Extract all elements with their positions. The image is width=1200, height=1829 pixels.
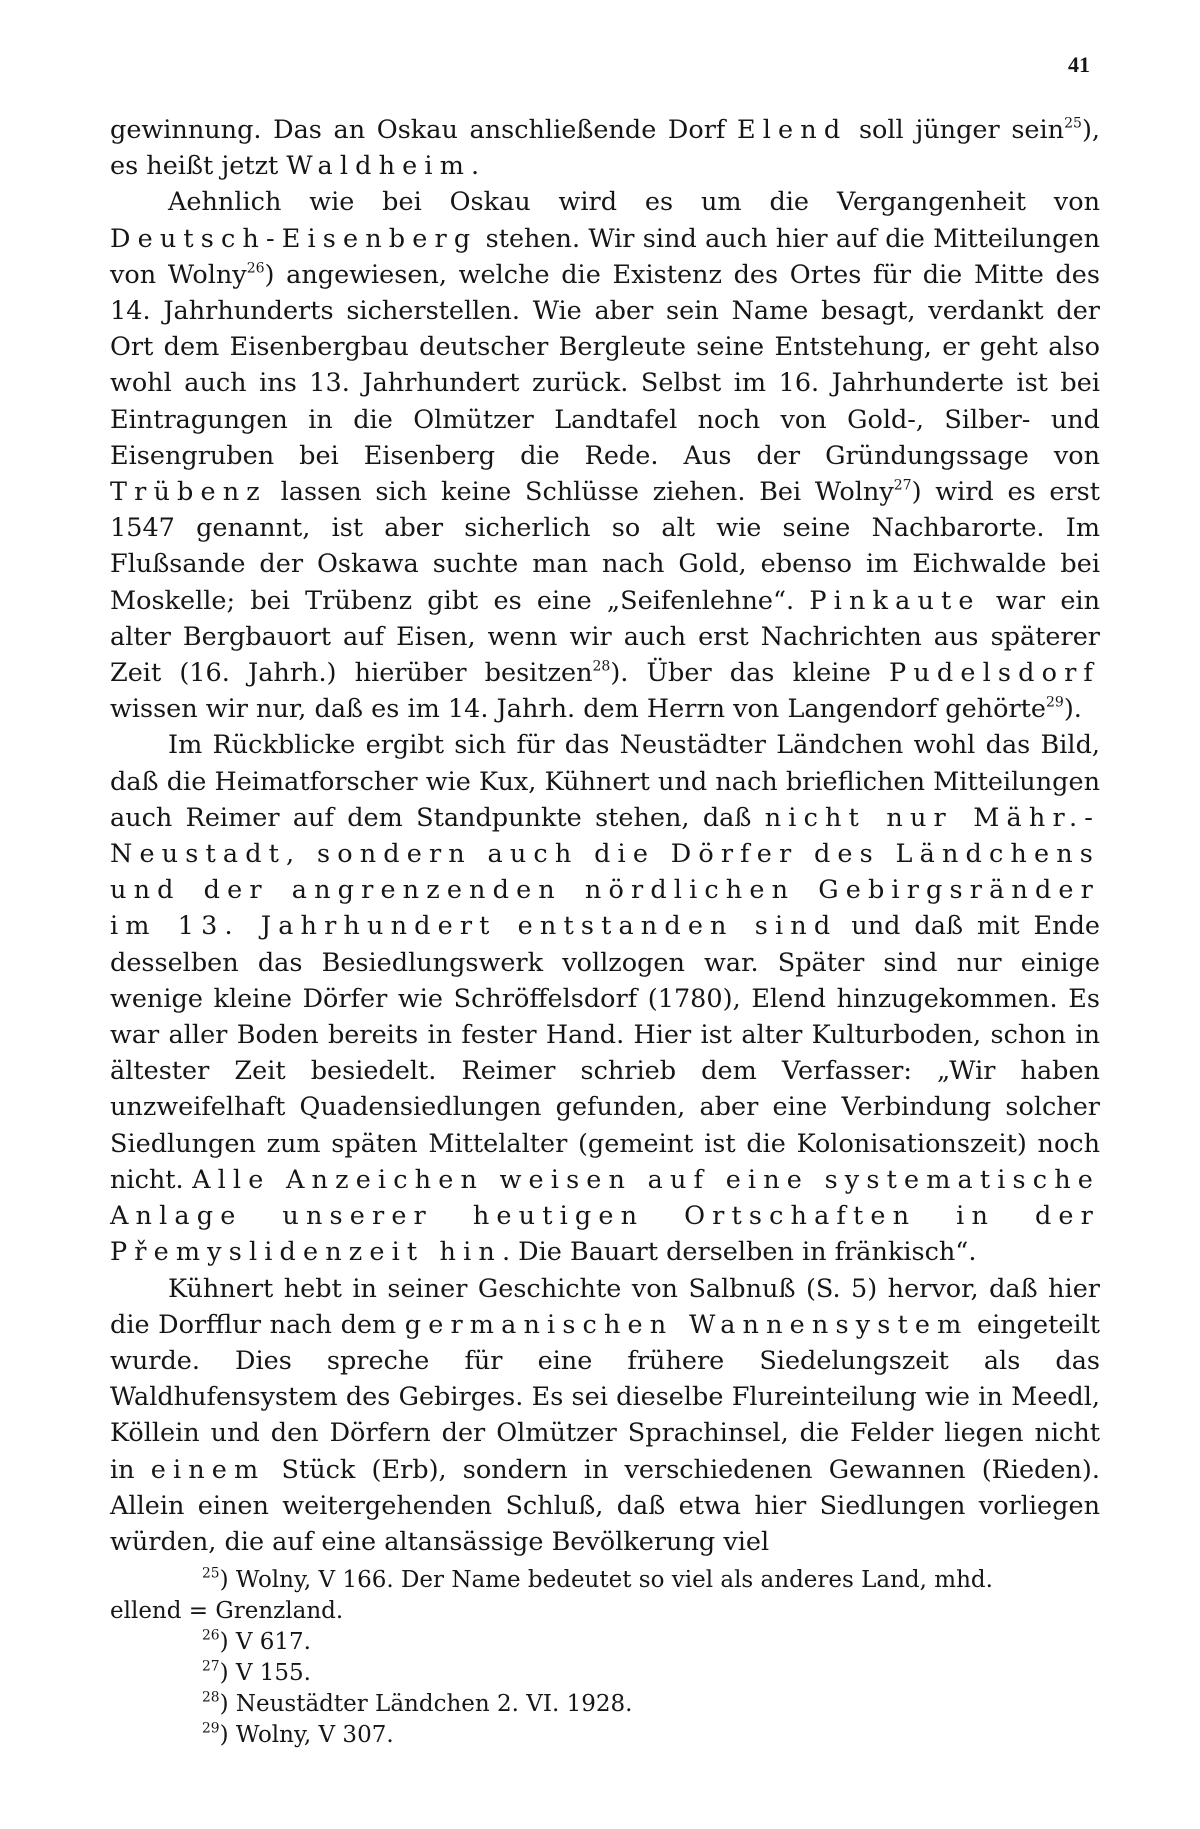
footnote <box>110 1565 1100 1596</box>
footnote-text: Neustädter Ländchen 2. VI. 1928. <box>235 1691 633 1717</box>
text-run: . <box>471 151 480 182</box>
emphasized-spaced-text: Pinkaute <box>809 585 981 616</box>
text-run: ). <box>1063 694 1082 725</box>
paragraph <box>110 184 1100 727</box>
footnote-text: Wolny, V 307. <box>235 1722 394 1748</box>
text-run: eingeteilt wurde. Dies spreche für eine frühere Siedelungszeit als das Waldhufensystem des Gebirges. Es sei dieselbe Flureinteilung wie in Meedl, Köllein und den Dörfern der Olmützer Sprachinsel, die Felder liegen nicht in <box>110 1309 1100 1485</box>
text-run: ) wird es erst 1547 genannt, ist aber sicherlich so alt wie seine Nachbarorte. Im Flußsande der Oskawa suchte man nach Gold, ebenso im Eichwalde bei Moskelle; bei Trübenz gibt es eine „Seifenlehne“. <box>110 477 1101 616</box>
footnote-paren: ) <box>219 1629 236 1655</box>
emphasized-spaced-text: germanischen Wannensystem <box>404 1309 969 1340</box>
footnote-paren: ) <box>219 1691 236 1717</box>
emphasized-spaced-text: Alle Anzeichen weisen auf eine systematische Anlage unserer heutigen Ortschaften in der Přemyslidenzeit hin <box>110 1164 1100 1268</box>
footnote-paren: ) <box>219 1722 236 1748</box>
footnote-reference: 29 <box>1045 694 1064 711</box>
paragraph <box>110 1271 1100 1561</box>
footnote <box>110 1658 1100 1689</box>
text-run: gewinnung. Das an Oskau anschließende Dorf <box>110 115 737 145</box>
footnote-mark: 26 <box>202 1627 220 1644</box>
emphasized-spaced-text: einem <box>150 1454 266 1485</box>
emphasized-spaced-text: Trübenz <box>110 477 267 508</box>
footnote-text: V 617. <box>235 1629 311 1655</box>
page-number: 41 <box>1068 52 1090 77</box>
footnote-mark: 28 <box>202 1689 220 1706</box>
text-run: war ein alter Bergbauort auf Eisen, wenn wir auch erst Nachrichten aus späterer Zeit (16. Jahrh.) hierüber besitzen <box>110 585 1100 689</box>
emphasized-spaced-text: Elend <box>737 115 848 145</box>
text-run: Stück (Erb), sondern in verschiedenen Gewannen (Rieden). Allein einen weitergehenden Schluß, daß etwa hier Siedlungen vorliegen würden, die auf eine altansässige Bevölkerung viel <box>110 1454 1100 1557</box>
footnote <box>110 1689 1100 1720</box>
emphasized-spaced-text: Deutsch-Eisenberg <box>110 223 478 254</box>
text-run: und daß mit Ende desselben das Besiedlungswerk vollzogen war. Später sind nur einige wenige kleine Dörfer wie Schröffelsdorf (1780), Elend hinzugekommen. Es war aller Boden bereits in fester Hand. Hier ist alter Kulturboden, schon in ältester Zeit besiedelt. Reimer schrieb dem Verfasser: „Wir haben unzweifelhaft Quadensiedlungen gefunden, aber eine Verbindung solcher Siedlungen zum späten Mittelalter (gemeint ist die Kolonisationszeit) noch nicht. <box>110 911 1100 1195</box>
footnote-paren: ) <box>219 1660 236 1686</box>
footnote-text: Wolny, V 166. Der Name bedeutet so viel als anderes Land, mhd. <box>235 1567 993 1593</box>
footnote <box>110 1596 1100 1627</box>
text-run: lassen sich keine Schlüsse ziehen. Bei Wolny <box>266 477 894 508</box>
footnote-mark: 29 <box>202 1720 220 1737</box>
footnote-reference: 25 <box>1064 115 1082 132</box>
emphasized-spaced-text: nicht nur Mähr.-Neustadt, sondern auch die Dörfer des Ländchens und der angrenzenden nördlichen Gebirgsränder im 13. Jahrhundert entstanden sind <box>110 802 1100 942</box>
text-run: ), es heißt jetzt <box>110 115 1100 182</box>
footnotes <box>110 1565 1100 1751</box>
text-run: Im Rückblicke ergibt sich für das Neustädter Ländchen wohl das Bild, daß die Heimatforscher wie Kux, Kühnert und nach brieflichen Mitteilungen auch Reimer auf dem Standpunkte stehen, daß <box>110 730 1100 833</box>
footnote <box>110 1627 1100 1658</box>
footnote-text: V 155. <box>235 1660 311 1686</box>
footnote-reference: 28 <box>592 658 611 675</box>
footnote-reference: 26 <box>246 260 265 277</box>
footnote-mark: 25 <box>202 1565 220 1582</box>
footnote <box>110 1720 1100 1751</box>
emphasized-spaced-text: Pudelsdorf <box>889 658 1100 689</box>
emphasized-spaced-text: Waldheim <box>286 151 472 182</box>
text-run: Kühnert hebt in seiner Geschichte von Salbnuß (S. 5) hervor, daß hier die Dorfflur nach dem <box>110 1273 1100 1340</box>
text-run: Aehnlich wie bei Oskau wird es um die Vergangenheit von <box>168 187 1100 218</box>
body-text <box>110 112 1100 1560</box>
paragraph <box>110 727 1100 1270</box>
paragraph <box>110 112 1100 184</box>
footnote-reference: 27 <box>893 477 912 494</box>
text-run: soll jünger sein <box>847 115 1065 145</box>
footnote-mark: 27 <box>202 1658 220 1675</box>
footnote-text: ellend = Grenzland. <box>110 1598 344 1624</box>
text-run: . Die Bauart derselben in fränkisch“. <box>501 1237 977 1268</box>
text-run: wissen wir nur, daß es im 14. Jahrh. dem Herrn von Langendorf gehörte <box>110 694 1046 725</box>
text-run: ). Über das kleine <box>610 658 890 689</box>
text-run: stehen. Wir sind auch hier auf die Mitteilungen von Wolny <box>110 223 1100 290</box>
text-run: ) angewiesen, welche die Existenz des Ortes für die Mitte des 14. Jahrhunderts sicherstellen. Wie aber sein Name besagt, verdankt der Ort dem Eisenbergbau deutscher Bergleute seine Entstehung, er geht also wohl auch ins 13. Jahrhundert zurück. Selbst im 16. Jahrhunderte ist bei Eintragungen in die Olmützer Landtafel noch von Gold-, Silber- und Eisengruben bei Eisenberg die Rede. Aus der Gründungssage von <box>110 259 1100 471</box>
footnote-paren: ) <box>219 1567 236 1593</box>
